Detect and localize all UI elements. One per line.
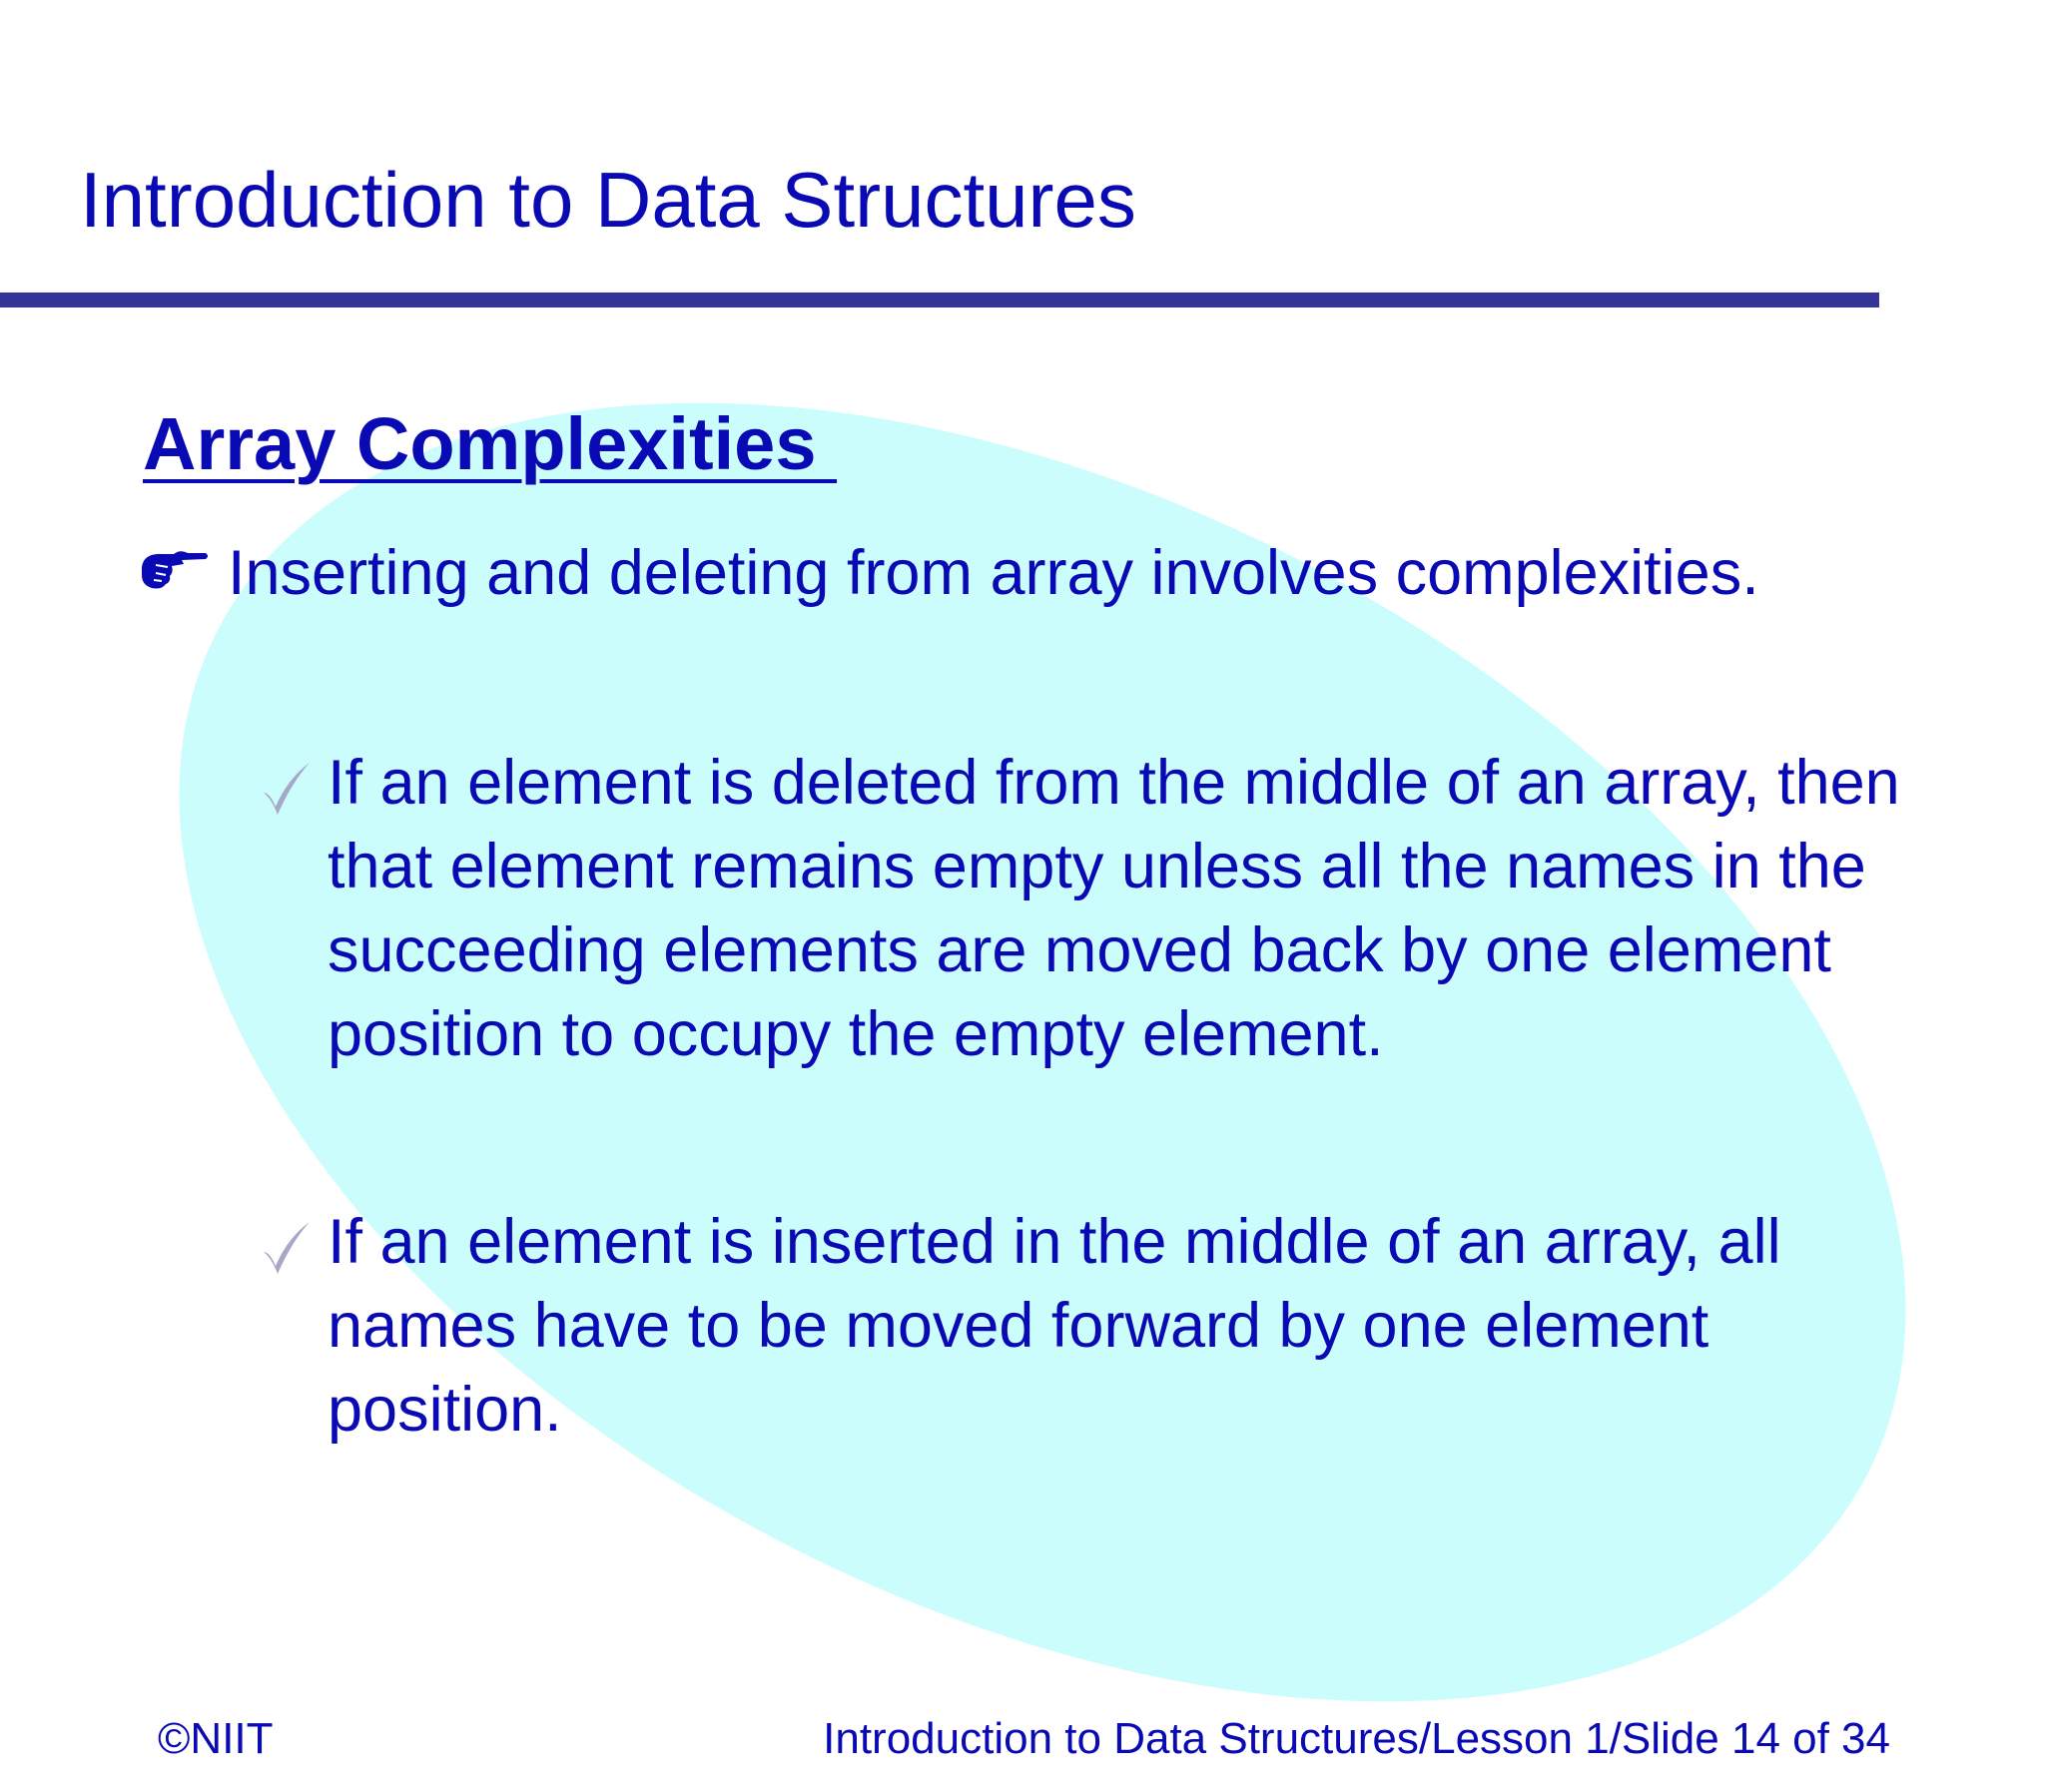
- copyright-footer: ©NIIT: [158, 1714, 274, 1763]
- check-mark-icon: [258, 1216, 314, 1276]
- section-heading: Array Complexities: [143, 402, 838, 485]
- sub-bullet-insertion: If an element is inserted in the middle of an array, all names have to be moved forward by one element position.: [328, 1207, 1781, 1445]
- pointing-hand-icon: [140, 545, 210, 591]
- title-divider: [0, 293, 1879, 307]
- bullet-text: Inserting and deleting from array involves complexities.: [228, 538, 1759, 608]
- slide-location-footer: Introduction to Data Structures/Lesson 1/Slide 14 of 34: [823, 1714, 1890, 1763]
- check-mark-icon: [258, 757, 314, 817]
- sub-bullet-deletion: If an element is deleted from the middle of an array, then that element remains empty unless all the names in the succeeding elements are moved back by one element position to occupy the empty element.: [328, 748, 1900, 1069]
- slide-title: Introduction to Data Structures: [80, 156, 1136, 244]
